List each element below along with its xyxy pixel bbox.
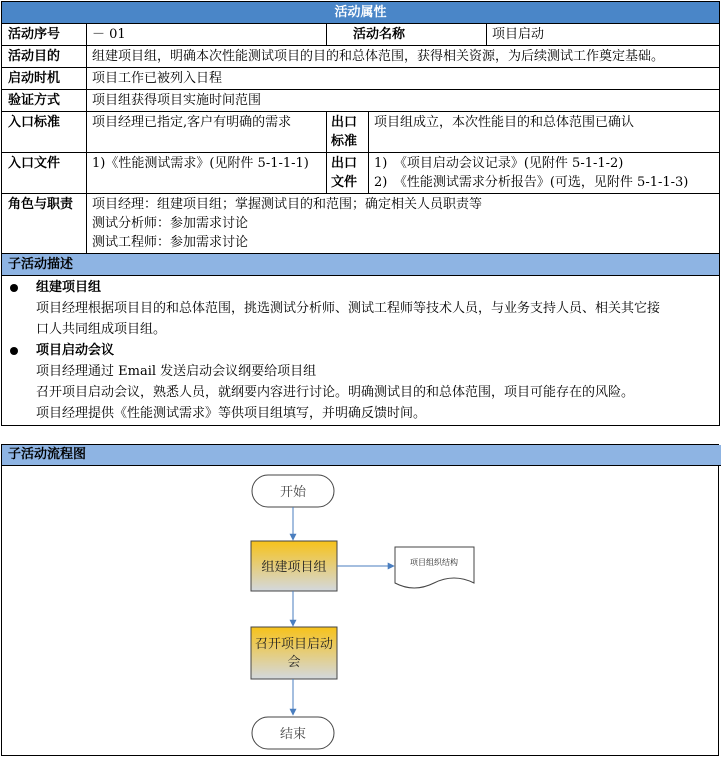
exit-label-line2: 标准 <box>331 134 358 149</box>
timing-label: 启动时机 <box>2 68 87 90</box>
document-icon <box>395 547 474 588</box>
out-file-label-line1: 出口 <box>331 156 358 171</box>
sub-activity-line: 召开项目启动会议，熟悉人员，就纲要内容进行讨论。明确测试目的和总体范围，项目可能存在的风险。 <box>36 385 635 400</box>
roles-label: 角色与职责 <box>2 194 87 254</box>
exit-label <box>327 112 369 153</box>
sub-activities-title: 子活动描述 <box>2 254 720 276</box>
goal-value: 组建项目组，明确本次性能测试项目的目的和总体范围，获得相关资源，为后续测试工作奠定基础。 <box>87 46 720 68</box>
step1-label: 组建项目组 <box>261 560 327 575</box>
flowchart-title: 子活动流程图 <box>2 445 721 466</box>
sub-activity-line: 项目经理通过 Email 发送启动会议纲要给项目组 <box>36 364 317 379</box>
out-file-label <box>327 153 369 194</box>
flowchart-canvas <box>2 465 718 755</box>
seq-label: 活动序号 <box>2 24 87 46</box>
role-item: 测试分析师：参加需求讨论 <box>92 216 249 231</box>
entry-label: 入口标准 <box>2 112 87 153</box>
sub-activities-body <box>2 276 720 426</box>
name-value: 项目启动 <box>487 24 720 46</box>
table-header: 活动属性 <box>2 2 720 24</box>
sub-activity-line: 项目经理提供《性能测试需求》等供项目组填写，并明确反馈时间。 <box>36 406 427 421</box>
step2-box <box>251 627 337 679</box>
sub-activity-heading <box>6 277 715 298</box>
doc-label: 项目组织结构 <box>410 558 458 567</box>
bullet-icon <box>10 284 18 292</box>
roles-value <box>87 194 720 254</box>
seq-value: － 01 <box>87 24 327 46</box>
name-label: 活动名称 <box>327 24 487 46</box>
flowchart-section <box>1 444 719 756</box>
step2-label-line2: 会 <box>287 655 301 670</box>
role-item: 项目经理：组建项目组；掌握测试目的和范围；确定相关人员职责等 <box>92 197 483 212</box>
step2-label-line1: 召开项目启动 <box>254 637 334 652</box>
out-file-value <box>369 153 720 194</box>
verify-label: 验证方式 <box>2 90 87 112</box>
sub-activity-heading-text: 项目启动会议 <box>36 343 115 358</box>
out-file-item: 1) 《项目启动会议记录》(见附件 5-1-1-2) <box>374 156 624 171</box>
sub-activity-heading-text: 组建项目组 <box>36 280 102 295</box>
end-label: 结束 <box>279 727 307 742</box>
exit-label-line1: 出口 <box>331 115 358 130</box>
in-file-value: 1)《性能测试需求》(见附件 5-1-1-1) <box>87 153 327 194</box>
goal-label: 活动目的 <box>2 46 87 68</box>
out-file-item: 2) 《性能测试需求分析报告》(可选，见附件 5-1-1-3) <box>374 175 689 190</box>
start-label: 开始 <box>279 485 307 500</box>
in-file-label: 入口文件 <box>2 153 87 194</box>
entry-value: 项目经理已指定,客户有明确的需求 <box>87 112 327 153</box>
sub-activity-heading <box>6 340 715 361</box>
sub-activity-line: 口人共同组成项目组。 <box>36 322 167 337</box>
role-item: 测试工程师：参加需求讨论 <box>92 235 249 250</box>
out-file-label-line2: 文件 <box>331 175 358 190</box>
verify-value: 项目组获得项目实施时间范围 <box>87 90 720 112</box>
exit-value: 项目组成立，本次性能目的和总体范围已确认 <box>369 112 720 153</box>
activity-attributes-table <box>1 1 719 426</box>
sub-activity-line: 项目经理根据项目目的和总体范围，挑选测试分析师、测试工程师等技术人员，与业务支持人员、相关其它接 <box>36 301 661 316</box>
timing-value: 项目工作已被列入日程 <box>87 68 720 90</box>
bullet-icon <box>10 347 18 355</box>
